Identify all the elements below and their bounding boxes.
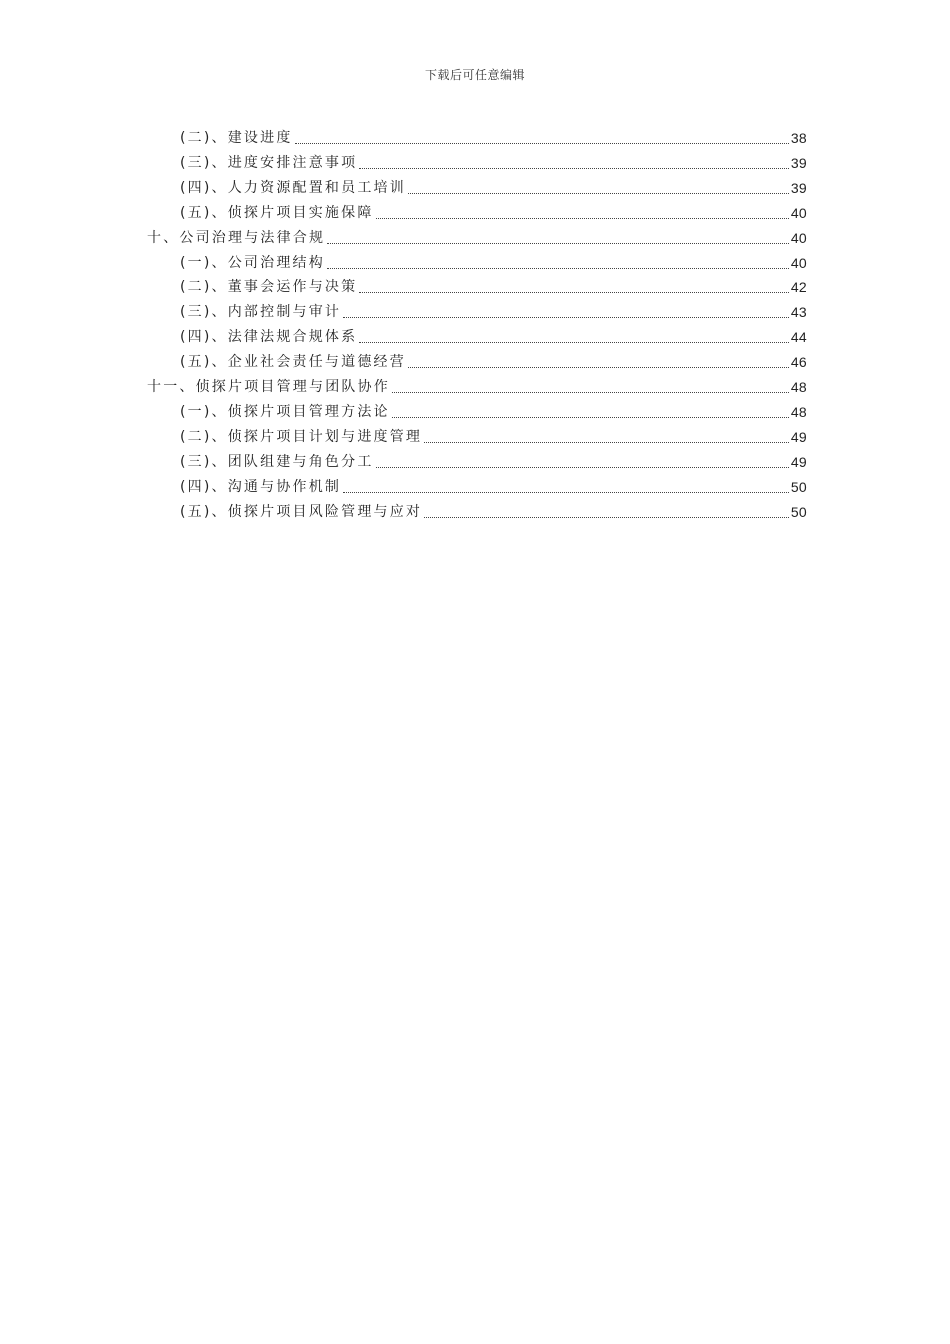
toc-entry-page-number: 39 [790, 154, 807, 171]
toc-dot-leader [424, 441, 789, 443]
toc-entry-label: (三)、进度安排注意事项 [180, 154, 358, 171]
toc-entry-page-number: 46 [790, 354, 807, 371]
toc-dot-leader [359, 291, 788, 293]
toc-entry[interactable] [180, 298, 807, 322]
toc-entry-label: (四)、人力资源配置和员工培训 [180, 179, 406, 196]
toc-entry[interactable] [180, 498, 807, 522]
toc-entry[interactable] [180, 423, 807, 447]
toc-entry[interactable] [180, 323, 807, 347]
toc-dot-leader [408, 192, 789, 194]
toc-entry-page-number: 48 [790, 379, 807, 395]
toc-entry-label: (四)、沟通与协作机制 [180, 478, 342, 495]
toc-entry-page-number: 39 [790, 179, 807, 196]
toc-entry-label: (五)、侦探片项目实施保障 [180, 204, 374, 221]
toc-entry-label: 十一、侦探片项目管理与团队协作 [147, 379, 390, 395]
toc-entry-label: (二)、董事会运作与决策 [180, 279, 358, 296]
toc-dot-leader [376, 217, 789, 219]
toc-dot-leader [359, 167, 788, 169]
toc-entry[interactable] [180, 199, 807, 223]
toc-entry-label: 十、公司治理与法律合规 [147, 229, 326, 246]
toc-entry-page-number: 50 [790, 503, 807, 520]
toc-dot-leader [392, 416, 789, 418]
toc-dot-leader [343, 491, 789, 493]
toc-entry-label: (三)、内部控制与审计 [180, 304, 342, 321]
toc-entry[interactable] [180, 398, 807, 422]
toc-entry[interactable] [180, 448, 807, 472]
toc-entry[interactable] [180, 348, 807, 372]
toc-entry-page-number: 38 [790, 130, 807, 146]
toc-dot-leader [295, 142, 789, 144]
toc-dot-leader [343, 316, 789, 318]
page-header: 下载后可任意编辑 [424, 68, 525, 82]
toc-entry[interactable] [180, 273, 807, 297]
toc-entry-page-number: 40 [790, 229, 807, 246]
toc-entry-label: (二)、侦探片项目计划与进度管理 [180, 428, 423, 445]
toc-entry-page-number: 43 [790, 304, 807, 321]
toc-entry[interactable] [180, 149, 807, 173]
toc-entry-label: (一)、侦探片项目管理方法论 [180, 403, 390, 420]
toc-dot-leader [327, 242, 789, 244]
toc-entry-page-number: 48 [790, 403, 807, 420]
toc-entry-page-number: 49 [790, 428, 807, 445]
toc-dot-leader [408, 366, 789, 368]
toc-entry[interactable] [180, 124, 807, 148]
toc-entry-label: (五)、侦探片项目风险管理与应对 [180, 503, 423, 520]
toc-entry-page-number: 40 [790, 254, 807, 271]
toc-dot-leader [392, 391, 789, 393]
toc-entry-page-number: 42 [790, 279, 807, 296]
toc-dot-leader [327, 267, 789, 269]
toc-entry-page-number: 49 [790, 453, 807, 470]
toc-dot-leader [376, 466, 789, 468]
toc-entry[interactable] [147, 373, 807, 397]
toc-entry-label: (三)、团队组建与角色分工 [180, 453, 374, 470]
toc-entry-page-number: 44 [790, 329, 807, 346]
toc-entry[interactable] [180, 473, 807, 497]
toc-entry-label: (四)、法律法规合规体系 [180, 329, 358, 346]
toc-entry-label: (一)、公司治理结构 [180, 254, 325, 271]
toc-entry-label: (二)、建设进度 [180, 130, 293, 146]
toc-entry-page-number: 40 [790, 204, 807, 221]
toc-entry[interactable] [180, 174, 807, 198]
toc-entry[interactable] [147, 224, 807, 248]
toc-entry-label: (五)、企业社会责任与道德经营 [180, 354, 406, 371]
toc-entry-page-number: 50 [790, 478, 807, 495]
toc-dot-leader [359, 341, 788, 343]
toc-entry[interactable] [180, 249, 807, 273]
toc-dot-leader [424, 516, 789, 518]
